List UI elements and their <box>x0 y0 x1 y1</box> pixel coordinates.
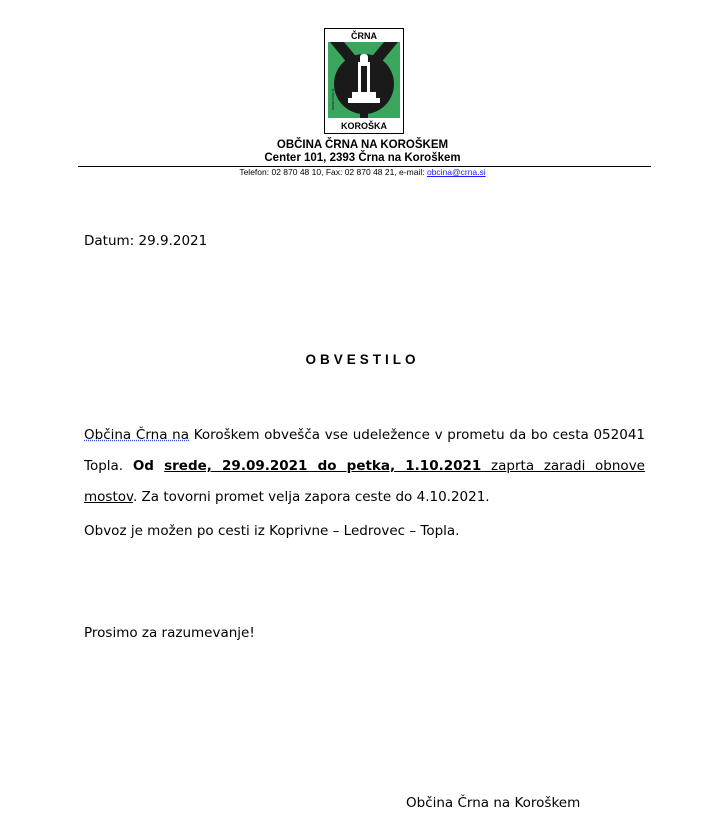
municipality-logo <box>324 28 404 134</box>
logo-bottom-text: KOROŠKA <box>340 121 388 131</box>
paragraph-segment: Koroškem obvešča vse udeležence v prometu da bo cesta 052041 Topla. <box>84 427 645 474</box>
signature: Občina Črna na Koroškem <box>406 795 581 811</box>
contact-text: Telefon: 02 870 48 10, Fax: 02 870 48 21, e-mail: <box>239 167 427 177</box>
detour-paragraph: Obvoz je možen po cesti iz Koprivne – Ledrovec – Topla. <box>84 523 460 539</box>
paragraph-segment-bold: Od <box>132 458 165 474</box>
org-address: Center 101, 2393 Črna na Koroškem <box>264 152 461 164</box>
document-title: OBVESTILO <box>305 352 420 367</box>
contact-line <box>0 167 725 178</box>
date-line: Datum: 29.9.2021 <box>84 233 208 249</box>
email-link[interactable]: obcina@crna.si <box>426 167 486 177</box>
paragraph-segment: Občina Črna na <box>84 427 189 443</box>
paragraph-closure: zaprta zaradi obnove mostov <box>84 458 645 505</box>
logo-top-text: ČRNA <box>351 31 377 41</box>
paragraph-segment: . Za tovorni promet velja zapora ceste do 4.10.2021. <box>132 489 490 505</box>
logo-side-text: www.crna.si <box>330 88 335 110</box>
org-name: OBČINA ČRNA NA KOROŠKEM <box>276 139 449 151</box>
notice-paragraph <box>84 420 645 513</box>
paragraph-dates: srede, 29.09.2021 do petka, 1.10.2021 <box>164 458 482 474</box>
closing-line: Prosimo za razumevanje! <box>84 625 255 641</box>
